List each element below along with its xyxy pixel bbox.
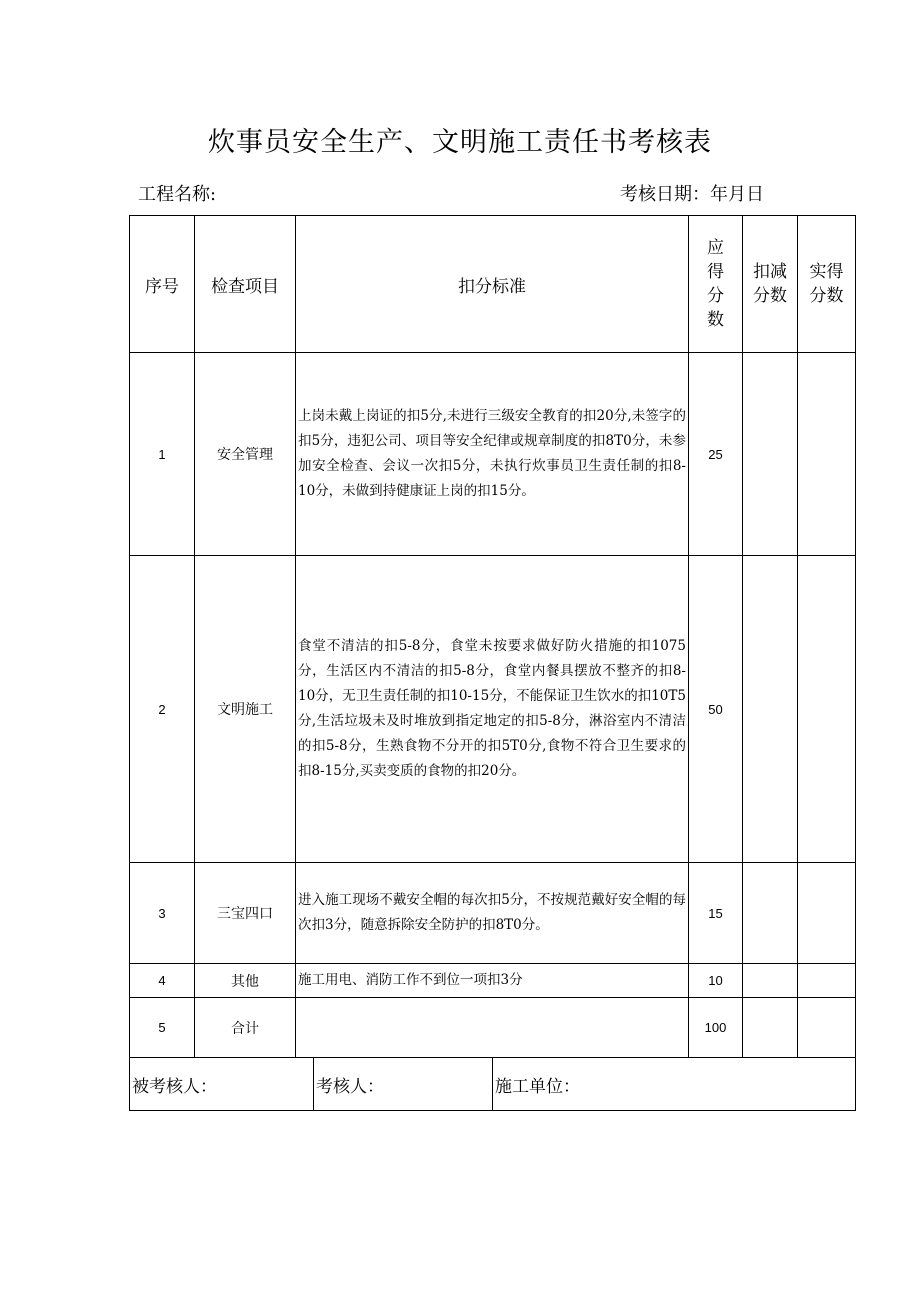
table-header-row (130, 216, 856, 353)
row-actual[interactable] (798, 998, 856, 1058)
construction-unit-field[interactable]: 施工单位： (493, 1058, 856, 1111)
header-item: 检查项目 (195, 216, 296, 353)
row-criteria (296, 998, 689, 1058)
row-item: 安全管理 (195, 353, 296, 556)
header-actual: 实得分数 (798, 216, 856, 353)
examinee-signature-field[interactable]: 被考核人： (130, 1058, 314, 1111)
row-deduction[interactable] (743, 964, 798, 998)
header-criteria: 扣分标准 (296, 216, 689, 353)
row-item: 文明施工 (195, 556, 296, 863)
signature-row (130, 1058, 856, 1111)
row-full-score: 15 (689, 863, 743, 964)
row-item: 其他 (195, 964, 296, 998)
row-criteria: 上岗未戴上岗证的扣5分,未进行三级安全教育的扣20分,未签字的扣5分，违犯公司、项目等安全纪律或规章制度的扣8T0分，未参加安全检查、会议一次扣5分，未执行炊事员卫生责任制的扣8-10分，未做到持健康证上岗的扣15分。 (296, 353, 689, 556)
row-full-score: 50 (689, 556, 743, 863)
check-date-label: 考核日期：年月日 (620, 184, 764, 205)
examiner-signature-field[interactable]: 考核人： (314, 1058, 493, 1111)
header-full-score: 应得分数 (689, 216, 743, 353)
row-criteria: 施工用电、消防工作不到位一项扣3分 (296, 964, 689, 998)
row-actual[interactable] (798, 964, 856, 998)
row-item: 三宝四口 (195, 863, 296, 964)
row-item: 合计 (195, 998, 296, 1058)
row-full-score: 25 (689, 353, 743, 556)
row-index: 1 (130, 353, 195, 556)
row-criteria: 进入施工现场不戴安全帽的每次扣5分，不按规范戴好安全帽的每次扣3分，随意拆除安全防护的扣8T0分。 (296, 863, 689, 964)
row-index: 4 (130, 964, 195, 998)
row-actual[interactable] (798, 863, 856, 964)
project-name-label: 工程名称: (138, 184, 217, 205)
table-row (130, 353, 856, 556)
row-criteria: 食堂不清洁的扣5-8分，食堂未按要求做好防火措施的扣1075分，生活区内不清洁的扣5-8分，食堂内餐具摆放不整齐的扣8-10分，无卫生责任制的扣10-15分，不能保证卫生饮水的扣10T5分,生活垃圾未及时堆放到指定地定的扣5-8分，淋浴室内不清洁的扣5-8分，生熟食物不分开的扣5T0分,食物不符合卫生要求的扣8-15分,买卖变质的食物的扣20分。 (296, 556, 689, 863)
row-index: 5 (130, 998, 195, 1058)
row-deduction[interactable] (743, 556, 798, 863)
table-row (130, 556, 856, 863)
header-deduction: 扣减分数 (743, 216, 798, 353)
table-row (130, 964, 856, 998)
document-title: 炊事员安全生产、文明施工责任书考核表 (208, 127, 712, 158)
row-deduction[interactable] (743, 863, 798, 964)
row-actual[interactable] (798, 353, 856, 556)
row-actual[interactable] (798, 556, 856, 863)
row-full-score: 100 (689, 998, 743, 1058)
assessment-table (129, 215, 856, 1058)
table-row (130, 863, 856, 964)
header-index: 序号 (130, 216, 195, 353)
row-index: 3 (130, 863, 195, 964)
table-row-total (130, 998, 856, 1058)
row-index: 2 (130, 556, 195, 863)
row-full-score: 10 (689, 964, 743, 998)
row-deduction[interactable] (743, 998, 798, 1058)
row-deduction[interactable] (743, 353, 798, 556)
signature-table (129, 1057, 856, 1111)
